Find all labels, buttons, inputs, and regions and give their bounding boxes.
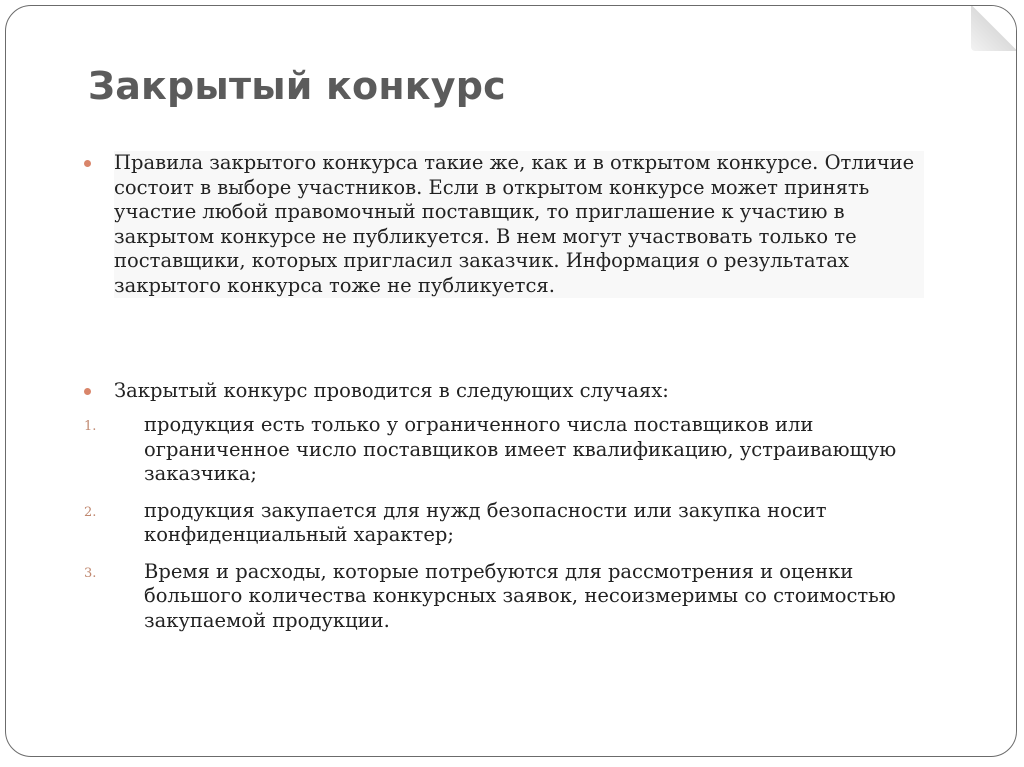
list-item [84,499,954,548]
numbered-list [84,413,954,645]
list-item-text: продукция закупается для нужд безопасности или закупка носит конфиденциальный характер; [144,498,827,546]
bullet-item-cases [84,379,924,404]
slide-frame [5,5,1017,757]
page-fold-corner [971,5,1017,51]
bullet-item-rules [84,151,924,298]
bullet-icon [84,160,91,167]
list-item [84,413,954,487]
bullet-icon [84,388,91,395]
bullet-text: Правила закрытого конкурса такие же, как и в открытом конкурсе. Отличие состоит в выборе участников. Если в открытом конкурсе может принять участие любой правомочный поставщик, то приглашение к участию в закрытом конкурсе не публикуется. В нем могут участвовать только те поставщики, которых пригласил заказчик. Информация о результатах закрытого конкурса тоже не публикуется. [114,151,924,298]
list-item-number: 1. [84,419,97,434]
list-item-number: 3. [84,565,97,581]
slide-title: Закрытый конкурс [88,64,506,108]
bullet-text: Закрытый конкурс проводится в следующих случаях: [114,379,669,402]
list-item-text: продукция есть только у ограниченного числа поставщиков или ограниченное число поставщиков имеет квалификацию, устраивающую заказчика; [144,413,897,485]
list-item-number: 2. [84,504,97,520]
list-item-text: Время и расходы, которые потребуются для рассмотрения и оценки большого количества конкурсных заявок, несоизмеримы со стоимостью закупаемой продукции. [144,559,896,632]
list-item [84,560,954,634]
